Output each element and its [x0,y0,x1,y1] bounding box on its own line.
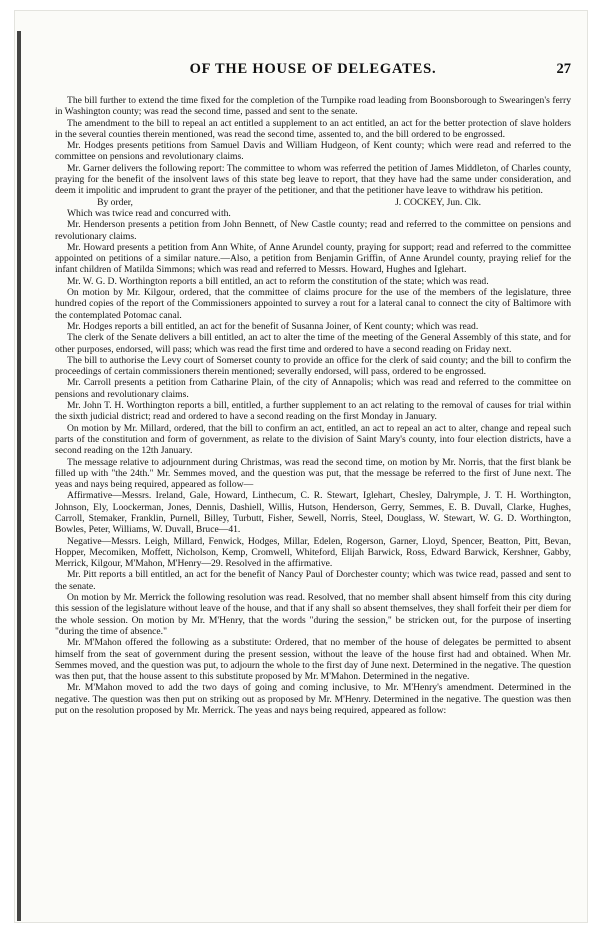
paragraph: Mr. John T. H. Worthington reports a bill, entitled, a further supplement to an act relating to the removal of causes for trial within the sixth judicial district; read and ordered to have a second reading on the first Monday in January. [55,400,571,423]
signature-name: J. COCKEY, Jun. Clk. [395,196,481,208]
page-header [55,61,571,83]
paragraph: The bill further to extend the time fixed for the completion of the Turnpike road leading from Boonsborough to Swearingen's ferry in Washington county; was read the second time, passed and sent to the senate. [55,95,571,118]
paragraph: Mr. Henderson presents a petition from John Bennett, of New Castle county; read and referred to the committee on pensions and revolutionary claims. [55,219,571,242]
signature-line [55,197,571,208]
paragraph: Which was twice read and concurred with. [67,207,231,219]
paragraph: The amendment to the bill to repeal an act entitled a supplement to an act entitled, an act for the better protection of slave holders in the several counties therein mentioned, was read the second time, assented to, and the bill ordered to be engrossed. [55,117,571,140]
paragraph: Mr. Hodges reports a bill entitled, an act for the benefit of Susanna Joiner, of Kent county; which was read. [67,320,479,332]
paragraph: Mr. Carroll presents a petition from Catharine Plain, of the city of Annapolis; which was read and referred to the committee on pensions and revolutionary claims. [55,377,571,400]
paragraph: On motion by Mr. Merrick the following resolution was read. Resolved, that no member shall absent himself from this city during this session of the legislature without leave of the house, and that if any shall so absent themselves, they shall forfeit their per diem for the whole session. On motion by Mr. M'Henry, that the words "during the session," be stricken out, for the purpose of inserting "during the time of absence." [55,592,571,637]
paragraph: Mr. Howard presents a petition from Ann White, of Anne Arundel county, praying for support; read and referred to the committee appointed on petitions of a similar nature.—Also, a petition from Benjamin Griffin, of Anne Arundel county, praying relief for the infant children of Matilda Simmons; which was read and referred to Messrs. Howard, Hughes and Iglehart. [55,241,571,276]
paragraph: Mr. M'Mahon offered the following as a substitute: Ordered, that no member of the house of delegates be permitted to absent himself from the seat of government during the present session, without the leave of the house first had and obtained. When Mr. Semmes moved, and the question was put, to adjourn the whole to the first day of June next. Determined in the negative. The question was then put, that the house assent to this substitute proposed by Mr. M'Mahon. Determined in the negative. [55,637,571,683]
paragraph: The bill to authorise the Levy court of Somerset county to provide an office for the clerk of said county; and the bill to confirm the proceedings of certain commissioners therein mentioned; severally endorsed, will pass, ordered to be engrossed. [55,354,571,378]
page-body [55,95,571,912]
paragraph-negative-votes: Negative—Messrs. Leigh, Millard, Fenwick, Hodges, Millar, Edelen, Rogerson, Garner, Lloyd, Spencer, Beatton, Pitt, Bevan, Hopper, Mecomiken, Moffett, Nicholson, Kemp, Cromwell, Whiteford, Elijah Barwick, Ross, Edward Barwick, Kershner, Gabby, Merrick, Kilgour, M'Mahon, M'Henry—29. Resolved in the affirmative. [55,535,571,570]
paragraph: Mr. Pitt reports a bill entitled, an act for the benefit of Nancy Paul of Dorchester county; which was twice read, passed and sent to the senate. [55,569,571,592]
paragraph: Mr. M'Mahon moved to add the two days of going and coming inclusive, to Mr. M'Henry's amendment. Determined in the negative. The question was then put on striking out as proposed by Mr. M'Henry. Determined in the negative. The question was then put on the resolution proposed by Mr. Merrick. The yeas and nays being required, appeared as follow: [55,682,571,717]
paragraph: Mr. Garner delivers the following report: The committee to whom was referred the petition of James Middleton, of Charles county, praying for the benefit of the insolvent laws of this state beg leave to report, that they have had the same under consideration, and deem it impolitic and imprudent to grant the prayer of the petitioner, and that the petitioner have leave to withdraw his petition. [55,162,571,197]
paragraph: Mr. W. G. D. Worthington reports a bill entitled, an act to reform the constitution of the state; which was read. [67,275,489,287]
paragraph: The message relative to adjournment during Christmas, was read the second time, on motion by Mr. Norris, that the first blank be filled up with "the 24th." Mr. Semmes moved, and the question was put, that the message be referred to the first of June next. The yeas and nays being required, appeared as follow— [55,456,571,491]
paragraph: Mr. Hodges presents petitions from Samuel Davis and William Hudgeon, of Kent county; which were read and referred to the committee on pensions and revolutionary claims. [55,140,571,163]
signature-by-order: By order, [97,196,133,208]
paragraph-affirmative-votes: Affirmative—Messrs. Ireland, Gale, Howard, Linthecum, C. R. Stewart, Iglehart, Chesley, Dalrymple, J. T. H. Worthington, Johnson, Ely, Loockerman, Jones, Dennis, Dashiell, Willis, Hutson, Henderson, Gerry, Semmes, E. B. Duvall, Clarke, Hughes, Carroll, Stemaker, Franklin, Purnell, Billey, Turbutt, Fisher, Sewell, Norris, Steel, Douglass, W. Stewart, W. G. D. Worthington, Bowles, Peter, Williams, W. Duvall, Bruce—41. [55,490,571,536]
paragraph: On motion by Mr. Kilgour, ordered, that the committee of claims procure for the use of the members of the legislature, three hundred copies of the report of the Commissioners appointed to survey a rout for a lateral canal to connect the city of Baltimore with the contemplated Potomac canal. [55,287,571,321]
document-page [14,10,588,923]
paragraph: On motion by Mr. Millard, ordered, that the bill to confirm an act, entitled, an act to repeal an act to alter, change and repeal such parts of the constitution and form of government, as relate to the division of Saint Mary's county, into four election districts, have a second reading on the 12th January. [55,422,571,457]
running-title: OF THE HOUSE OF DELEGATES. [189,61,437,77]
paragraph: The clerk of the Senate delivers a bill entitled, an act to alter the time of the meeting of the General Assembly of this state, and for other purposes, endorsed, will pass; which was read the first time and ordered to have a second reading on Friday next. [55,332,571,355]
page-number: 27 [556,61,571,77]
scan-edge-shadow [17,31,21,921]
